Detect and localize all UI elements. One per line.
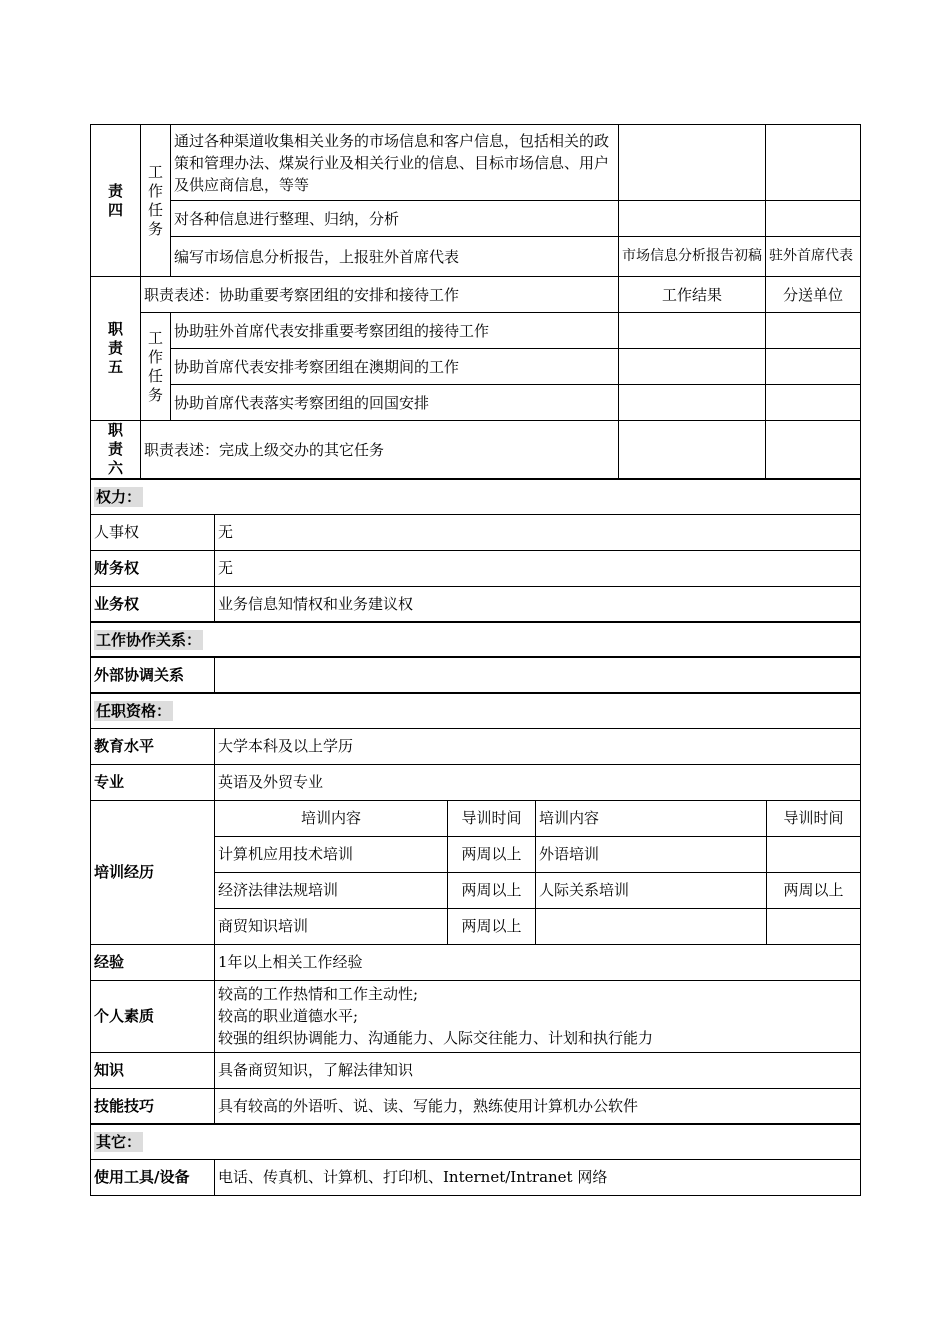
personnel-label: 人事权 bbox=[91, 514, 215, 550]
personality-value bbox=[215, 980, 861, 1052]
training-label: 培训经历 bbox=[91, 800, 215, 944]
power-heading: 权力： bbox=[91, 479, 861, 514]
duty4-task-label: 工 作 任 务 bbox=[141, 125, 171, 277]
education-value: 大学本科及以上学历 bbox=[215, 728, 861, 764]
duty5-task-2-recipient bbox=[766, 349, 861, 385]
training-cell bbox=[536, 908, 767, 944]
duty4-label: 责 四 bbox=[91, 125, 141, 277]
duty4-task-1-recipient bbox=[766, 125, 861, 201]
knowledge-value: 具备商贸知识，了解法律知识 bbox=[215, 1052, 861, 1088]
duty4-task-1: 通过各种渠道收集相关业务的市场信息和客户信息，包括相关的政策和管理办法、煤炭行业及相关行业的信息、目标市场信息、用户及供应商信息，等等 bbox=[171, 125, 619, 201]
personality-label: 个人素质 bbox=[91, 980, 215, 1052]
business-label: 业务权 bbox=[91, 586, 215, 622]
training-cell: 人际关系培训 bbox=[536, 872, 767, 908]
duty4-task-3-result: 市场信息分析报告初稿 bbox=[619, 237, 766, 277]
training-header-time-2: 导训时间 bbox=[767, 800, 861, 836]
job-description-page bbox=[90, 124, 860, 1196]
training-cell: 外语培训 bbox=[536, 836, 767, 872]
duty4-task-2-recipient bbox=[766, 201, 861, 237]
tools-label: 使用工具/设备 bbox=[91, 1159, 215, 1195]
experience-label: 经验 bbox=[91, 944, 215, 980]
training-header-content-1: 培训内容 bbox=[215, 800, 448, 836]
personality-line: 较高的职业道德水平; bbox=[218, 1007, 359, 1025]
personality-line: 较强的组织协调能力、沟通能力、人际交往能力、计划和执行能力 bbox=[218, 1029, 654, 1047]
training-cell: 经济法律法规培训 bbox=[215, 872, 448, 908]
training-cell bbox=[767, 908, 861, 944]
experience-value: 1年以上相关工作经验 bbox=[215, 944, 861, 980]
duty5-task-1: 协助驻外首席代表安排重要考察团组的接待工作 bbox=[171, 313, 619, 349]
duty5-recipient-header: 分送单位 bbox=[766, 277, 861, 313]
duty5-task-1-result bbox=[619, 313, 766, 349]
duty6-recipient bbox=[766, 421, 861, 479]
duty4-task-3-recipient: 驻外首席代表 bbox=[766, 237, 861, 277]
qualification-heading: 任职资格： bbox=[91, 693, 861, 728]
skills-value: 具有较高的外语听、说、读、写能力，熟练使用计算机办公软件 bbox=[215, 1088, 861, 1124]
duty5-task-3: 协助首席代表落实考察团组的回国安排 bbox=[171, 385, 619, 421]
business-value: 业务信息知情权和业务建议权 bbox=[215, 586, 861, 622]
external-label: 外部协调关系 bbox=[91, 657, 215, 693]
personnel-value: 无 bbox=[215, 514, 861, 550]
training-cell: 两周以上 bbox=[448, 836, 536, 872]
duty4-task-2-result bbox=[619, 201, 766, 237]
duty4-task-2: 对各种信息进行整理、归纳，分析 bbox=[171, 201, 619, 237]
duty5-label: 职 责 五 bbox=[91, 277, 141, 421]
personality-line: 较高的工作热情和工作主动性; bbox=[218, 985, 419, 1003]
training-cell: 两周以上 bbox=[448, 908, 536, 944]
training-cell: 两周以上 bbox=[767, 872, 861, 908]
duty5-task-2: 协助首席代表安排考察团组在澳期间的工作 bbox=[171, 349, 619, 385]
cooperation-heading: 工作协作关系： bbox=[91, 622, 861, 657]
duty5-statement: 职责表述：协助重要考察团组的安排和接待工作 bbox=[141, 277, 619, 313]
duty5-task-3-recipient bbox=[766, 385, 861, 421]
training-header-content-2: 培训内容 bbox=[536, 800, 767, 836]
duty6-statement: 职责表述：完成上级交办的其它任务 bbox=[141, 421, 619, 479]
finance-value: 无 bbox=[215, 550, 861, 586]
duties-table bbox=[90, 124, 861, 479]
training-cell: 计算机应用技术培训 bbox=[215, 836, 448, 872]
qualification-table bbox=[90, 478, 861, 1196]
major-value: 英语及外贸专业 bbox=[215, 764, 861, 800]
education-label: 教育水平 bbox=[91, 728, 215, 764]
knowledge-label: 知识 bbox=[91, 1052, 215, 1088]
training-cell: 两周以上 bbox=[448, 872, 536, 908]
duty5-task-1-recipient bbox=[766, 313, 861, 349]
duty5-task-3-result bbox=[619, 385, 766, 421]
duty5-task-2-result bbox=[619, 349, 766, 385]
tools-value: 电话、传真机、计算机、打印机、Internet/Intranet 网络 bbox=[215, 1159, 861, 1195]
duty5-result-header: 工作结果 bbox=[619, 277, 766, 313]
finance-label: 财务权 bbox=[91, 550, 215, 586]
training-cell bbox=[767, 836, 861, 872]
duty5-task-label: 工 作 任 务 bbox=[141, 313, 171, 421]
duty4-task-3: 编写市场信息分析报告，上报驻外首席代表 bbox=[171, 237, 619, 277]
training-header-time-1: 导训时间 bbox=[448, 800, 536, 836]
duty6-label: 职 责 六 bbox=[91, 421, 141, 479]
external-value bbox=[215, 657, 861, 693]
skills-label: 技能技巧 bbox=[91, 1088, 215, 1124]
other-heading: 其它： bbox=[91, 1124, 861, 1159]
duty6-result bbox=[619, 421, 766, 479]
training-cell: 商贸知识培训 bbox=[215, 908, 448, 944]
major-label: 专业 bbox=[91, 764, 215, 800]
duty4-task-1-result bbox=[619, 125, 766, 201]
